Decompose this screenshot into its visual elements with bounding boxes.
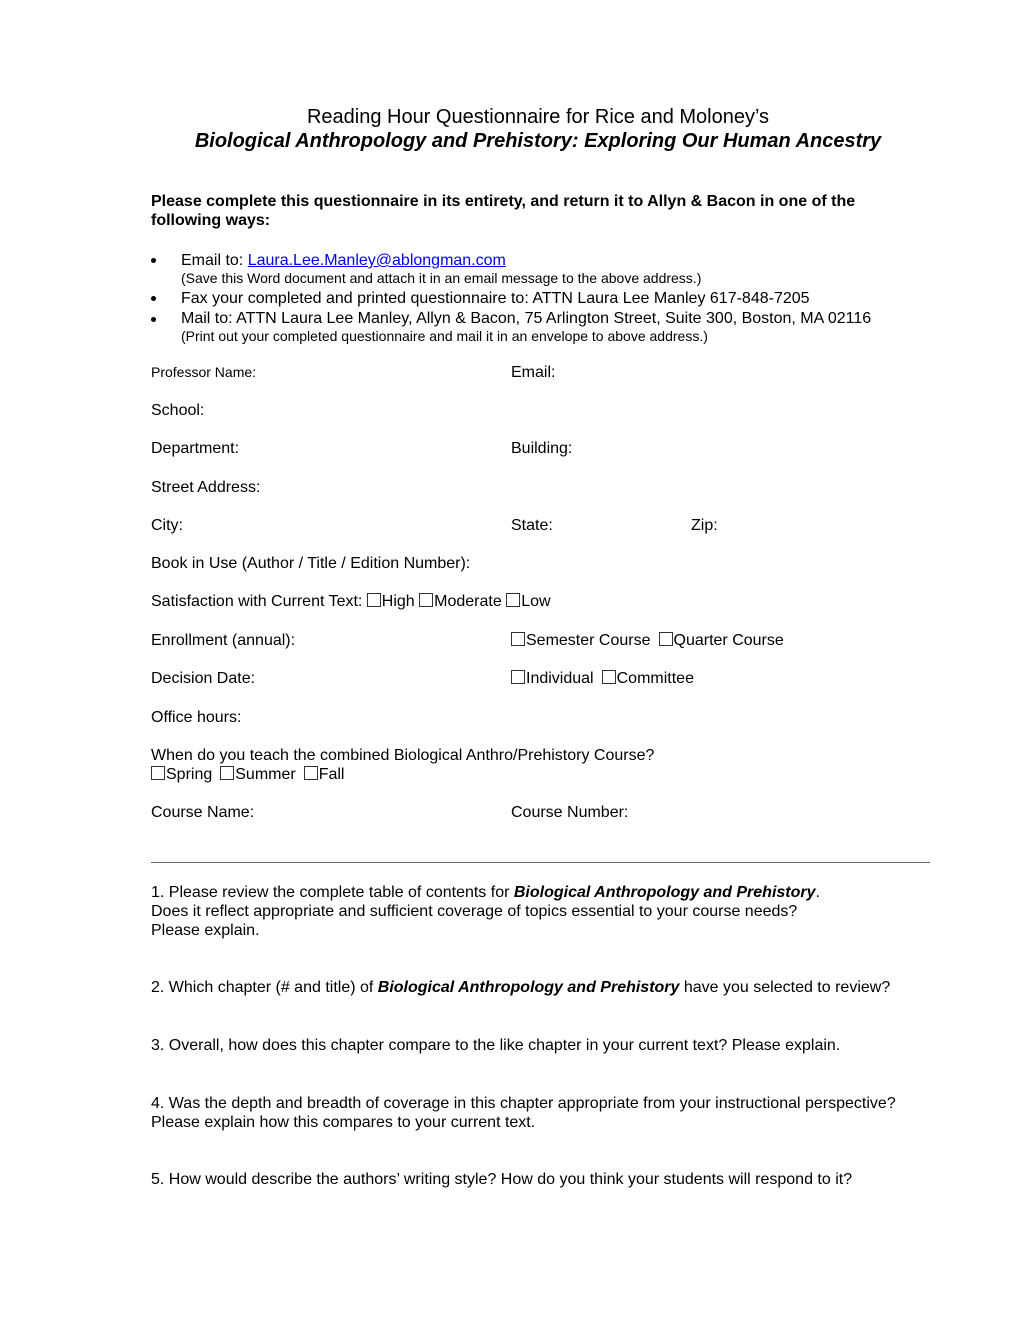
checkbox-semester[interactable] <box>511 632 525 646</box>
fax-instruction: Fax your completed and printed questionnaire to: ATTN Laura Lee Manley 617-848-7205 <box>181 290 810 307</box>
email-field-label: Email: <box>511 364 556 381</box>
mail-note: (Print out your completed questionnaire and mail it in an envelope to above address.) <box>181 328 708 344</box>
q1-book-title: Biological Anthropology and Prehistory <box>513 884 816 901</box>
checkbox-quarter[interactable] <box>659 632 673 646</box>
option-quarter: Quarter Course <box>673 632 784 649</box>
office-hours-label: Office hours: <box>151 709 242 726</box>
checkbox-high[interactable] <box>367 593 381 607</box>
school-label: School: <box>151 402 205 419</box>
option-summer: Summer <box>235 766 296 783</box>
decision-date-label: Decision Date: <box>151 670 256 687</box>
decision-by-row <box>511 669 694 688</box>
question-2 <box>151 978 890 997</box>
question-4-line-2: Please explain how this compares to your current text. <box>151 1114 536 1131</box>
option-low: Low <box>521 593 551 610</box>
q2-text: 2. Which chapter (# and title) of <box>151 979 378 996</box>
checkbox-moderate[interactable] <box>419 593 433 607</box>
professor-name-label: Professor Name: <box>151 364 257 380</box>
satisfaction-row <box>151 592 551 611</box>
question-1-line-2: Does it reflect appropriate and sufficient coverage of topics essential to your course needs? <box>151 903 798 920</box>
option-spring: Spring <box>166 766 213 783</box>
section-divider <box>151 862 930 863</box>
document-subtitle: Biological Anthropology and Prehistory: Exploring Our Human Ancestry <box>194 130 882 152</box>
q1-text: 1. Please review the complete table of contents for <box>151 884 514 901</box>
satisfaction-label: Satisfaction with Current Text: <box>151 593 367 610</box>
document-title: Reading Hour Questionnaire for Rice and Moloney’s <box>306 106 770 128</box>
checkbox-committee[interactable] <box>602 670 616 684</box>
option-semester: Semester Course <box>526 632 651 649</box>
department-label: Department: <box>151 440 240 457</box>
course-name-label: Course Name: <box>151 804 255 821</box>
question-3: 3. Overall, how does this chapter compare to the like chapter in your current text? Please explain. <box>151 1037 841 1054</box>
terms-row <box>151 765 344 784</box>
option-individual: Individual <box>526 670 594 687</box>
city-label: City: <box>151 517 183 534</box>
course-type-row <box>511 631 784 650</box>
checkbox-summer[interactable] <box>220 766 234 780</box>
question-1-line-3: Please explain. <box>151 922 260 939</box>
checkbox-spring[interactable] <box>151 766 165 780</box>
option-high: High <box>381 593 415 610</box>
enrollment-label: Enrollment (annual): <box>151 632 296 649</box>
checkbox-fall[interactable] <box>304 766 318 780</box>
book-in-use-label: Book in Use (Author / Title / Edition Number): <box>151 555 471 572</box>
intro-line-1: Please complete this questionnaire in its entirety, and return it to Allyn & Bacon in one of the <box>151 193 856 210</box>
email-note: (Save this Word document and attach it in an email message to the above address.) <box>181 270 702 286</box>
q1-period: . <box>815 884 820 901</box>
email-link[interactable]: Laura.Lee.Manley@ablongman.com <box>247 252 506 269</box>
email-label: Email to: <box>181 252 248 269</box>
when-teach-label: When do you teach the combined Biological Anthro/Prehistory Course? <box>151 747 655 764</box>
option-moderate: Moderate <box>434 593 502 610</box>
bullet-icon <box>151 296 156 301</box>
q2-text-end: have you selected to review? <box>679 979 891 996</box>
course-number-label: Course Number: <box>511 804 629 821</box>
bullet-icon <box>151 317 156 322</box>
question-1 <box>151 883 820 902</box>
checkbox-individual[interactable] <box>511 670 525 684</box>
building-label: Building: <box>511 440 573 457</box>
zip-label: Zip: <box>691 517 718 534</box>
intro-line-2: following ways: <box>151 212 271 229</box>
mail-instruction: Mail to: ATTN Laura Lee Manley, Allyn & Bacon, 75 Arlington Street, Suite 300, Boston, MA 02116 <box>181 310 872 327</box>
street-address-label: Street Address: <box>151 479 261 496</box>
email-instruction <box>181 251 506 270</box>
option-fall: Fall <box>318 766 345 783</box>
question-5: 5. How would describe the authors’ writing style? How do you think your students will respond to it? <box>151 1171 853 1188</box>
checkbox-low[interactable] <box>506 593 520 607</box>
question-4: 4. Was the depth and breadth of coverage in this chapter appropriate from your instructional perspective? <box>151 1095 896 1112</box>
bullet-icon <box>151 258 156 263</box>
state-label: State: <box>511 517 553 534</box>
q2-book-title: Biological Anthropology and Prehistory <box>377 979 680 996</box>
option-committee: Committee <box>616 670 694 687</box>
